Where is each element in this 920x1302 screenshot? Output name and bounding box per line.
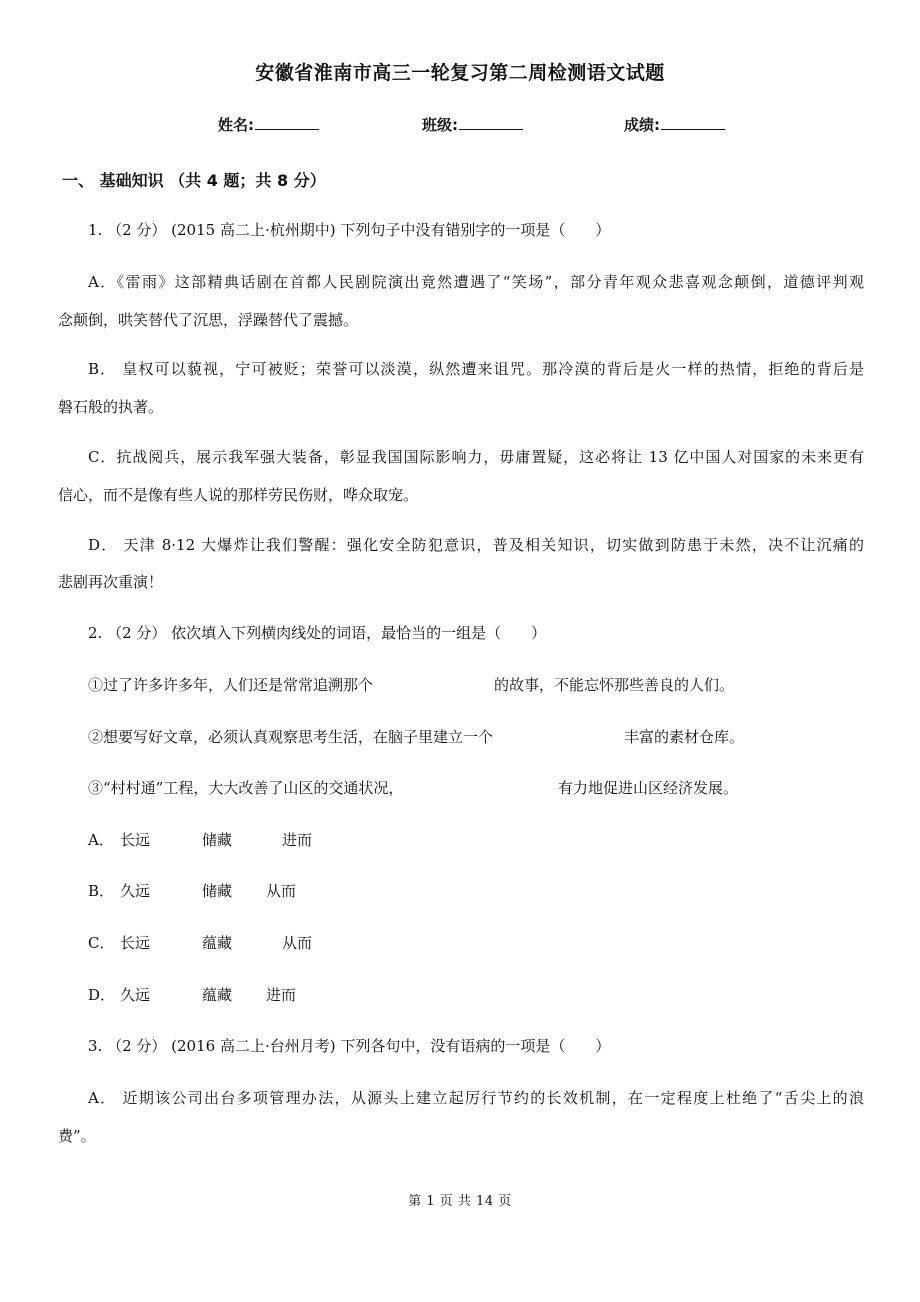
q2-sentence-3-end: 有力地促进山区经济发展。 [558, 779, 739, 797]
class-field [422, 114, 523, 135]
q2-sentence-2-start: ②想要写好文章，必须认真观察思考生活，在脑子里建立一个 [88, 728, 494, 746]
option-word-3: 进而 [266, 986, 297, 1004]
q1-option-a-line1: A．《雷雨》这部精典话剧在首都人民剧院演出竟然遭遇了“笑场”，部分青年观众悲喜观念颠倒，道德评判观 [88, 273, 864, 291]
score-field [624, 114, 725, 135]
option-word-3: 从而 [282, 934, 313, 952]
q1-option-a-line2: 念颠倒，哄笑替代了沉思，浮躁替代了震撼。 [58, 311, 359, 329]
name-blank [255, 115, 319, 130]
option-letter: A． [88, 831, 114, 849]
q3-option-a-line2: 费”。 [58, 1127, 96, 1145]
option-word-3: 进而 [282, 831, 313, 849]
option-word-2: 蕴藏 [202, 986, 233, 1004]
q1-option-d-line2: 悲剧再次重演！ [58, 573, 164, 591]
exam-title: 安徽省淮南市高三一轮复习第二周检测语文试题 [255, 62, 665, 84]
score-label: 成绩: [624, 116, 660, 134]
option-word-1: 长远 [120, 934, 151, 952]
option-word-2: 储藏 [202, 831, 233, 849]
class-blank [459, 115, 523, 130]
q1-option-c-line1: C．抗战阅兵，展示我军强大装备，彰显我国国际影响力，毋庸置疑，这必将让 13 亿中国人对国家的未来更有 [88, 448, 864, 466]
score-blank [661, 115, 725, 130]
q2-sentence-2-end: 丰富的素材仓库。 [624, 728, 745, 746]
option-word-1: 久远 [120, 986, 151, 1004]
option-word-2: 蕴藏 [202, 934, 233, 952]
q2-sentence-1-start: ①过了许多许多年，人们还是常常追溯那个 [88, 676, 374, 694]
q3-stem: 3. （2 分） (2016 高二上·台州月考) 下列各句中，没有语病的一项是（ ） [88, 1037, 611, 1055]
q2-stem: 2. （2 分） 依次填入下列横肉线处的词语，最恰当的一组是（ ） [88, 624, 547, 642]
q3-option-a-line1: A． 近期该公司出台多项管理办法，从源头上建立起厉行节约的长效机制，在一定程度上杜绝了“舌尖上的浪 [88, 1089, 864, 1107]
q1-option-d-line1: D． 天津 8·12 大爆炸让我们警醒：强化安全防犯意识，普及相关知识，切实做到防患于未然，决不让沉痛的 [88, 536, 864, 554]
q1-option-b-line2: 磐石般的执著。 [58, 398, 164, 416]
q2-sentence-3-start: ③“村村通”工程，大大改善了山区的交通状况， [88, 779, 404, 797]
page-footer: 第 1 页 共 14 页 [408, 1194, 512, 1209]
q1-option-b-line1: B． 皇权可以藐视，宁可被贬；荣誉可以淡漠，纵然遭来诅咒。那冷漠的背后是火一样的热情，拒绝的背后是 [88, 360, 864, 378]
class-label: 班级: [422, 116, 458, 134]
option-letter: B． [88, 882, 115, 900]
option-letter: C． [88, 934, 115, 952]
option-letter: D． [88, 986, 116, 1004]
q1-option-c-line2: 信心，而不是像有些人说的那样劳民伤财，哗众取宠。 [58, 486, 419, 504]
option-word-3: 从而 [266, 882, 297, 900]
option-word-1: 长远 [120, 831, 151, 849]
name-label: 姓名: [218, 116, 254, 134]
q1-stem: 1. （2 分） (2015 高二上·杭州期中) 下列句子中没有错别字的一项是（ ） [88, 221, 611, 239]
option-word-1: 久远 [120, 882, 151, 900]
section-heading: 一、 基础知识 （共 4 题；共 8 分） [62, 171, 326, 190]
q2-sentence-1-end: 的故事，不能忘怀那些善良的人们。 [494, 676, 735, 694]
option-word-2: 储藏 [202, 882, 233, 900]
name-field [218, 114, 319, 135]
